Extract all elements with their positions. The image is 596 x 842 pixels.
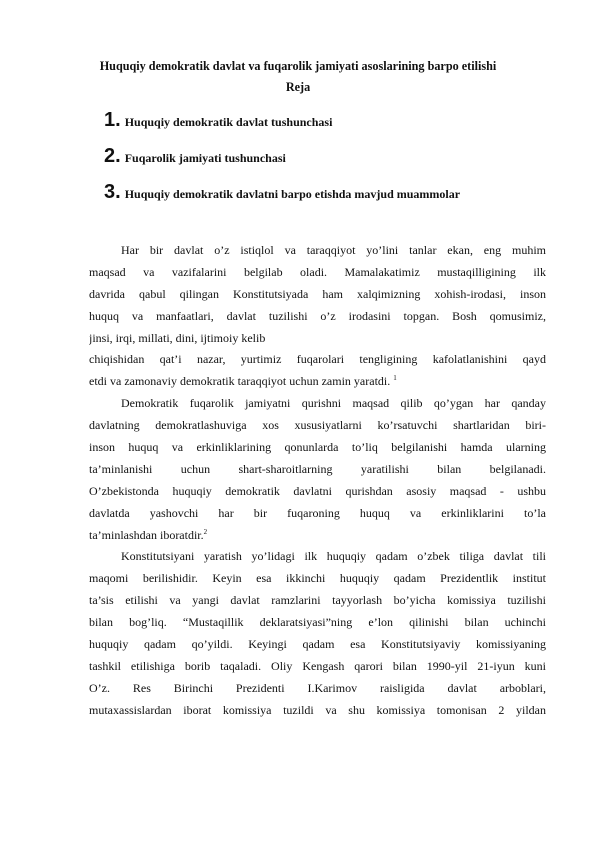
text-line: mutaxassislardan iborat komissiya tuzildi va shu komissiya tomonisan 2 yildan	[89, 702, 546, 717]
text-line: davlatda yashovchi har bir fuqaroning huquq va erkinliklarini to’la	[89, 505, 546, 520]
text-line-content: ta’minlashdan iboratdir.	[89, 527, 204, 542]
plan-item	[104, 109, 332, 132]
plan-item-text: Huquqiy demokratik davlat tushunchasi	[124, 115, 333, 129]
text-line-content: etdi va zamonaviy demokratik taraqqiyot uchun zamin yaratdi.	[89, 374, 391, 389]
plan-item-text: Huquqiy demokratik davlatni barpo etishda mavjud muammolar	[124, 187, 461, 201]
text-line: davrida qabul qilingan Konstitutsiyada ham xalqimizning xohish-irodasi, inson	[89, 286, 546, 301]
text-line: davlatning demokratlashuviga xos xususiyatlarni ko’rsatuvchi shartlaridan biri-	[89, 418, 546, 433]
footnote-marker: 2	[203, 527, 208, 536]
body-text	[89, 240, 546, 722]
text-line: Demokratik fuqarolik jamiyatni qurishni maqsad qilib qo’ygan har qanday	[121, 396, 546, 411]
text-line: bilan bog’liq. “Mustaqillik deklaratsiyasi”ning e’lon qilinishi bilan uchinchi	[89, 615, 546, 630]
plan-item	[104, 145, 286, 168]
text-line: tashkil etilishiga borib taqaladi. Oliy Kengash qarori bilan 1990-yil 21-iyun kuni	[89, 658, 546, 673]
plan-item-number: 1.	[104, 109, 121, 131]
plan-item-text: Fuqarolik jamiyati tushunchasi	[124, 151, 286, 165]
text-line: huquq va manfaatlari, davlat tuzilishi o’z irodasini topgan. Bosh qomusimiz,	[89, 308, 546, 323]
text-line	[89, 525, 546, 547]
plan-item-number: 2.	[104, 145, 121, 167]
text-line: ta’minlanishi uchun shart-sharoitlarning yaratilishi bilan belgilanadi.	[89, 461, 546, 476]
text-line: inson huquq va erkinliklarining qonunlarda to’liq belgilanishi hamda ularning	[89, 440, 546, 455]
text-line: O’z. Res Birinchi Prezidenti I.Karimov raisligida davlat arboblari,	[89, 680, 546, 695]
text-line: maqomi berilishidir. Keyin esa ikkinchi huquqiy qadam Prezidentlik institut	[89, 571, 546, 586]
plan-item	[104, 181, 460, 204]
footnote-marker: 1	[393, 374, 397, 383]
text-line: O’zbekistonda huquqiy demokratik davlatni qurishdan asosiy maqsad - ushbu	[89, 483, 546, 498]
text-line: huquqiy qadam qo’yildi. Keyingi qadam esa Konstitutsiyaviy komissiyaning	[89, 637, 546, 652]
text-line: Har bir davlat o’z istiqlol va taraqqiyot yo’lini tanlar ekan, eng muhim	[121, 243, 546, 257]
plan-heading: Reja	[285, 80, 311, 94]
text-line: Konstitutsiyani yaratish yo’lidagi ilk huquqiy qadam o’zbek tiliga davlat tili	[121, 549, 546, 564]
document-title: Huquqiy demokratik davlat va fuqarolik jamiyati asoslarining barpo etilishi	[99, 59, 497, 73]
plan-item-number: 3.	[104, 181, 121, 203]
text-line	[89, 371, 546, 393]
text-line: jinsi, irqi, millati, dini, ijtimoiy kelib	[89, 330, 266, 345]
text-line: ta’sis etilishi va yangi davlat ramzlarini tayyorlash bo’yicha komissiya tuzilishi	[89, 593, 546, 608]
text-line: maqsad va vazifalarini belgilab oladi. Mamalakatimiz mustaqilligining ilk	[89, 264, 546, 279]
text-line: chiqishidan qat’i nazar, yurtimiz fuqarolari tengligining kafolatlanishini qayd	[89, 352, 546, 367]
